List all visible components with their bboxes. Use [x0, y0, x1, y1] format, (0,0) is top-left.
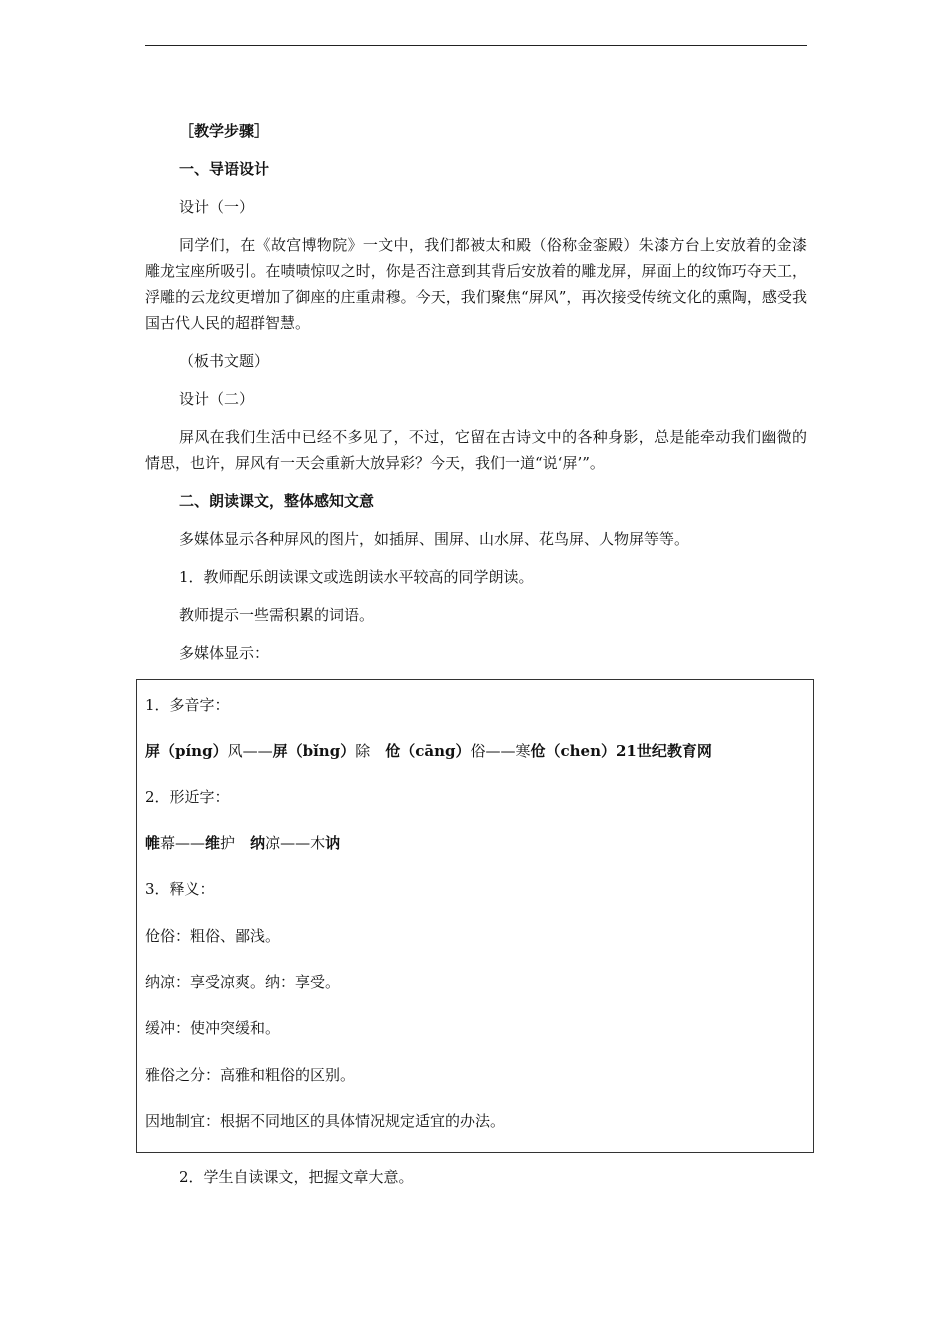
- part2-heading: 二、朗读课文，整体感知文意: [179, 492, 375, 510]
- meaning-item: 因地制宜：根据不同地区的具体情况规定适宜的办法。: [145, 1112, 506, 1130]
- similar-title: 2．形近字：: [145, 788, 230, 806]
- vocabulary-box: [136, 679, 814, 1153]
- similar-text-2: 护: [220, 834, 251, 852]
- polyphone-char-3: 伧（cāng）: [385, 742, 471, 760]
- part1-heading: 一、导语设计: [179, 160, 270, 178]
- polyphone-char-1: 屏（píng）: [145, 742, 228, 760]
- lesson-content: [145, 118, 807, 666]
- polyphone-title: 1．多音字：: [145, 696, 230, 714]
- similar-char-3: 纳: [250, 834, 266, 852]
- multimedia-line: 多媒体显示各种屏风的图片，如插屏、围屏、山水屏、花鸟屏、人物屏等等。: [179, 530, 690, 548]
- design2-paragraph: 屏风在我们生活中已经不多见了，不过，它留在古诗文中的各种身影，总是能牵动我们幽微的情思，也许，屏风有一天会重新大放异彩？今天，我们一道“说‘屏’”。: [145, 428, 807, 472]
- similar-text-3: 凉——木: [265, 834, 326, 852]
- section-title: ［教学步骤］: [179, 122, 270, 140]
- polyphone-char-2: 屏（bǐng）: [272, 742, 356, 760]
- polyphone-line: [145, 740, 712, 762]
- design1-paragraph: 同学们，在《故宫博物院》一文中，我们都被太和殿（俗称金銮殿）朱漆方台上安放着的金漆雕龙宝座所吸引。在啧啧惊叹之时，你是否注意到其背后安放着的雕龙屏，屏面上的纹饰巧夺天工，浮雕的云龙纹更增加了御座的庄重肃穆。今天，我们聚焦“屏风”，再次接受传统文化的熏陶，感受我国古代人民的超群智慧。: [145, 236, 807, 332]
- similar-char-4: 讷: [325, 834, 341, 852]
- student-reading-line: 2．学生自读课文，把握文章大意。: [179, 1168, 414, 1186]
- similar-char-2: 维: [205, 834, 221, 852]
- polyphone-text-1: 风——: [227, 742, 273, 760]
- meaning-item: 伧俗：粗俗、鄙浅。: [145, 927, 281, 945]
- header-rule: [145, 45, 807, 46]
- similar-char-1: 帷: [145, 834, 161, 852]
- similar-text-1: 幕——: [160, 834, 206, 852]
- meaning-item: 雅俗之分：高雅和粗俗的区别。: [145, 1066, 356, 1084]
- polyphone-char-4: 伧（chen）21世纪教育网: [530, 742, 712, 760]
- vocab-hint-line: 教师提示一些需积累的词语。: [179, 606, 375, 624]
- polyphone-text-3: 俗——寒: [470, 742, 531, 760]
- teacher-reading-line: 1．教师配乐朗读课文或选朗读水平较高的同学朗读。: [179, 568, 534, 586]
- meaning-item: 缓冲：使冲突缓和。: [145, 1019, 281, 1037]
- design2-label: 设计（二）: [179, 390, 255, 408]
- polyphone-text-2: 除: [355, 742, 386, 760]
- meaning-title: 3．释义：: [145, 880, 215, 898]
- meaning-item: 纳凉：享受凉爽。纳：享受。: [145, 973, 341, 991]
- design1-label: 设计（一）: [179, 198, 255, 216]
- board-note: （板书文题）: [179, 352, 270, 370]
- multimedia-display-label: 多媒体显示：: [179, 644, 270, 662]
- similar-line: [145, 832, 340, 854]
